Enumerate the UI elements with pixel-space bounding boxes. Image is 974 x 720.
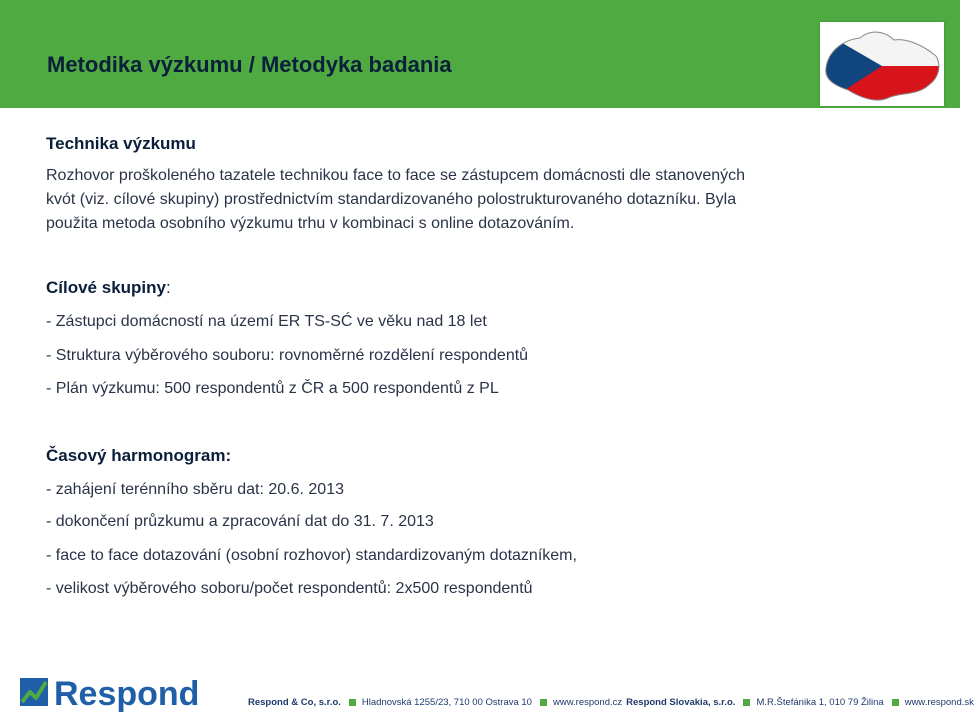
cilove-item: - Struktura výběrového souboru: rovnoměrné rozdělení respondentů — [46, 347, 529, 364]
footer-address-cz: Hladnovská 1255/23, 710 00 Ostrava 10 — [361, 697, 532, 708]
footer-address-sk: M.R.Štefánika 1, 010 79 Žilina — [756, 697, 884, 708]
footer-company-sk: Respond Slovakia, s.r.o. — [626, 697, 736, 708]
technika-line: kvót (viz. cílové skupiny) prostřednictvím standardizovaného polostrukturovaného dotazníku. Byla — [46, 191, 737, 208]
casovy-heading: Časový harmonogram: — [46, 446, 232, 465]
logo-text: Respond — [54, 675, 200, 713]
green-square-icon — [743, 699, 750, 706]
green-square-icon — [892, 699, 899, 706]
casovy-item: - velikost výběrového soboru/počet respondentů: 2x500 respondentů — [46, 580, 533, 597]
technika-paragraph — [46, 164, 886, 236]
header-bar — [0, 0, 960, 108]
green-square-icon — [540, 699, 547, 706]
casovy-item: - zahájení terénního sběru dat: 20.6. 2013 — [46, 481, 344, 498]
cilove-heading — [46, 276, 171, 300]
page-title: Metodika výzkumu / Metodyka badania — [47, 52, 452, 77]
cilove-heading-colon: : — [165, 278, 171, 297]
logo-mark-icon — [20, 678, 48, 706]
casovy-item: - face to face dotazování (osobní rozhovor) standardizovaným dotazníkem, — [46, 547, 577, 564]
respond-logo — [20, 674, 200, 714]
cilove-heading-text: Cílové skupiny — [46, 278, 166, 297]
footer-web-cz[interactable]: www.respond.cz — [552, 697, 623, 708]
cilove-item: - Zástupci domácností na území ER TS-SĆ ve věku nad 18 let — [46, 313, 487, 330]
cilove-item: - Plán výzkumu: 500 respondentů z ČR a 500 respondentů z PL — [46, 380, 499, 397]
footer-company-cz: Respond & Co, s.r.o. — [248, 697, 341, 708]
footer-contacts — [248, 697, 974, 708]
technika-heading: Technika výzkumu — [46, 134, 196, 153]
technika-line: Rozhovor proškoleného tazatele technikou face to face se zástupcem domácnosti dle stanovených — [46, 167, 746, 184]
footer-web-sk[interactable]: www.respond.sk — [904, 697, 974, 708]
green-square-icon — [349, 699, 356, 706]
casovy-item: - dokončení průzkumu a zpracování dat do 31. 7. 2013 — [46, 513, 434, 530]
czech-map-flag-icon — [820, 22, 944, 106]
technika-line: použita metoda osobního výzkumu trhu v kombinaci s online dotazováním. — [46, 215, 575, 232]
